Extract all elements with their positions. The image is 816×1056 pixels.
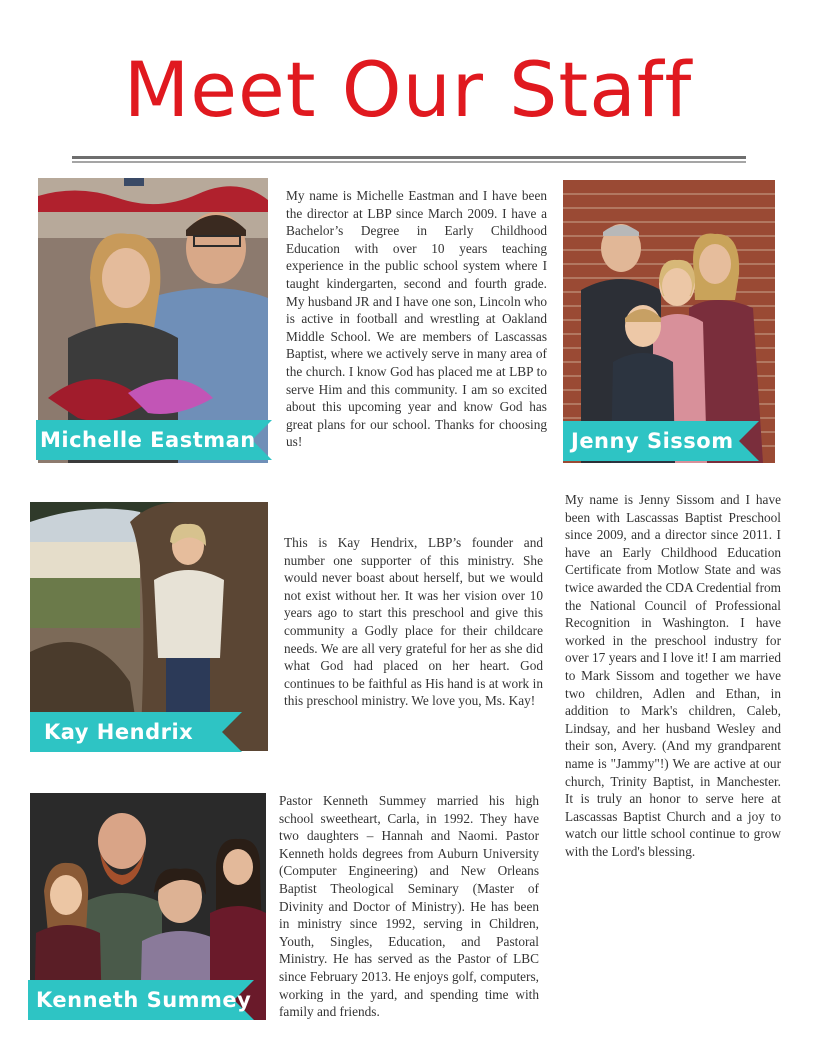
kenneth-summey-name: Kenneth Summey: [36, 988, 252, 1012]
michelle-eastman-bio: My name is Michelle Eastman and I have been the director at LBP since March 2009. I have a Bachelor’s Degree in Early Childhood Education with over 10 years teaching experience in the public school system where I taught kindergarten, second and fourth grade. My husband JR and I have one son, Lincoln who is active in football and wrestling at Oakland Middle School. We are members of Lascassas Baptist, where we actively serve in many area of the church. I know God has placed me at LBP to serve Him and this community. I am so excited about this upcoming year and know God has great plans for our school. Thanks for choosing us!: [286, 188, 547, 450]
kenneth-summey-name-banner: [28, 980, 254, 1020]
jenny-sissom-name: Jenny Sissom: [571, 429, 734, 453]
title-divider: [72, 156, 746, 159]
kenneth-summey-bio: Pastor Kenneth Summey married his high school sweetheart, Carla, in 1992. They have two daughters – Hannah and Naomi. Pastor Kenneth holds degrees from Auburn University (Computer Engineering) and New Orleans Baptist Theological Seminary (Master of Divinity and Doctor of Ministry). He has been in ministry since 1992, serving in Children, Youth, Singles, Education, and Pastoral Ministry. He has served as the Pastor of LBC since February 2013. He enjoys golf, computers, working in the yard, and spending time with family and friends.: [279, 793, 539, 1020]
kay-hendrix-name: Kay Hendrix: [44, 720, 194, 744]
title-divider-secondary: [72, 161, 746, 163]
page-title: Meet Our Staff: [123, 45, 693, 134]
jenny-sissom-name-banner: [563, 421, 759, 461]
kay-hendrix-name-banner: [30, 712, 242, 752]
jenny-sissom-bio: My name is Jenny Sissom and I have been with Lascassas Baptist Preschool since 2009, and a director since 2011. I have an Early Childhood Education Certificate from Motlow State and was twice awarded the CDA Credential from the National Council of Professional Recognition in Washington. I have worked in the preschool industry for over 17 years and I love it! I am married to Mark Sissom and together we have two children, Adlen and Ethan, in addition to Mark's children, Caleb, Lindsay, and her husband Wesley and their son, Avery. (And my grandparent name is "Jammy"!) We are active at our church, Trinity Baptist, in Manchester. It is truly an honor to serve here at Lascassas Baptist Church and a joy to watch our little school continue to grow with the Lord's blessing.: [565, 492, 781, 859]
michelle-eastman-name: Michelle Eastman: [40, 428, 256, 452]
kay-hendrix-bio: This is Kay Hendrix, LBP’s founder and number one supporter of this ministry. She would never boast about herself, but we would not exist without her. It was her vision over 10 years ago to start this preschool and give this community a Godly place for their childcare needs. We are all very grateful for her as she did what God had placed on her heart. God continues to be faithful as His hand is at work in this preschool ministry. We love you, Ms. Kay!: [284, 535, 543, 709]
michelle-eastman-name-banner: [36, 420, 272, 460]
